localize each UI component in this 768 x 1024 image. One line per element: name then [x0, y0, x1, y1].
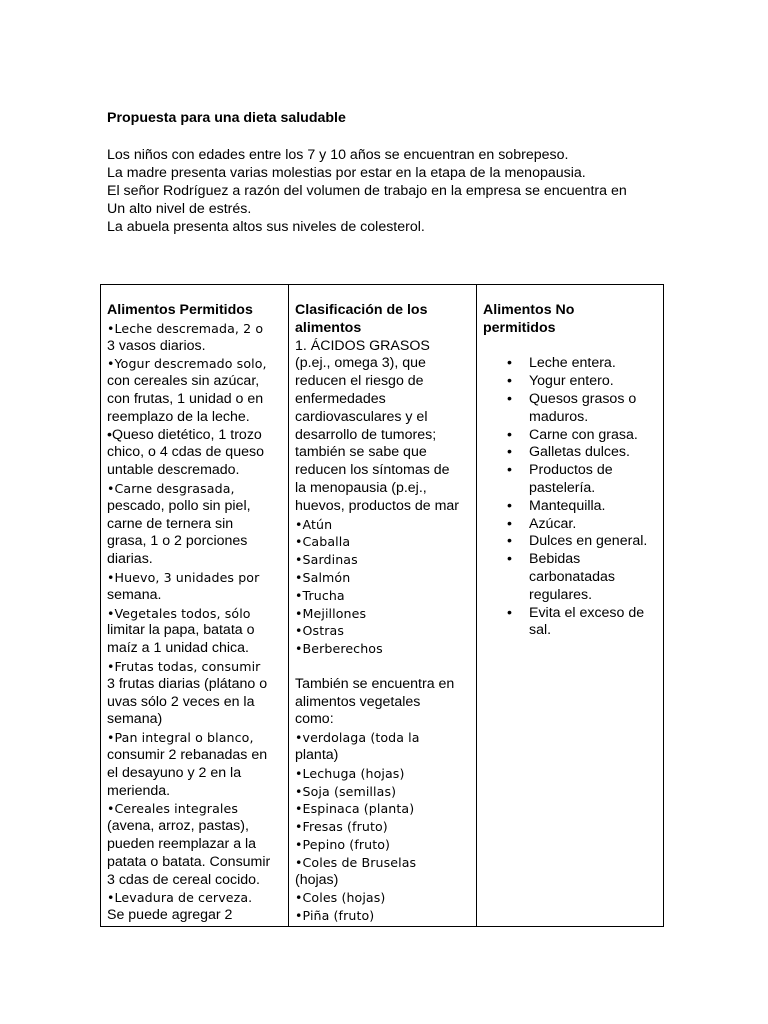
- header-line: alimentos: [295, 319, 362, 336]
- item-line: maduros.: [529, 408, 589, 425]
- cell-line: •Coles (hojas): [295, 890, 386, 906]
- cell-line: 3 vasos diarios.: [107, 337, 206, 354]
- cell-line: (hojas): [295, 871, 339, 888]
- bullet-icon: •: [507, 355, 512, 372]
- cell-line: semana): [107, 711, 163, 728]
- forbidden-food-item: [483, 605, 660, 641]
- forbidden-food-item: [483, 462, 660, 498]
- bullet-icon: •: [507, 604, 512, 621]
- cell-line: •Cereales integrales: [107, 801, 239, 817]
- bullet-icon: •: [507, 390, 512, 407]
- bullet-icon: •: [507, 444, 512, 461]
- forbidden-food-item: [483, 444, 660, 462]
- cell-line: pueden reemplazar a la: [107, 835, 257, 852]
- cell-line: maíz a 1 unidad chica.: [107, 640, 249, 657]
- cell-line: •Berberechos: [295, 641, 383, 657]
- forbidden-foods-list: [483, 355, 660, 640]
- forbidden-food-item: [483, 373, 660, 391]
- item-line: Leche entera.: [529, 355, 616, 372]
- intro-line: Un alto nivel de estrés.: [107, 201, 252, 217]
- item-line: Evita el exceso de: [529, 604, 645, 621]
- forbidden-food-item: [483, 427, 660, 445]
- cell-line: huevos, productos de mar: [295, 497, 460, 514]
- item-line: Yogur entero.: [529, 373, 614, 390]
- cell-line: untable descremado.: [107, 462, 240, 479]
- cell-line: •Frutas todas, consumir: [107, 658, 261, 674]
- cell-line: también se sabe que: [295, 444, 427, 461]
- cell-line: •verdolaga (toda la: [295, 730, 420, 746]
- intro-line: La madre presenta varias molestias por estar en la etapa de la menopausia.: [107, 165, 586, 181]
- cell-line: •Espinaca (planta): [295, 801, 415, 817]
- cell-line: •Salmón: [295, 569, 351, 585]
- item-line: regulares.: [529, 586, 593, 603]
- item-line: carbonatadas: [529, 568, 615, 585]
- header-line: permitidos: [483, 319, 556, 336]
- page-title: Propuesta para una dieta saludable: [107, 110, 346, 126]
- cell-line: 3 frutas diarias (plátano o: [107, 675, 268, 692]
- bullet-icon: •: [507, 533, 512, 550]
- cell-line: reducen el riesgo de: [295, 373, 424, 390]
- cell-line: cardiovasculares y el: [295, 408, 428, 425]
- item-line: pastelería.: [529, 479, 596, 496]
- cell-line: •Leche descremada, 2 o: [107, 320, 264, 336]
- cell-line: reemplazo de la leche.: [107, 408, 250, 425]
- cell-line: •Soja (semillas): [295, 783, 397, 799]
- cell-line: •Piña (fruto): [295, 908, 375, 924]
- cell-line: con frutas, 1 unidad o en: [107, 390, 264, 407]
- cell-line: •Fresas (fruto): [295, 819, 388, 835]
- cell-line: con cereales sin azúcar,: [107, 373, 260, 390]
- cell-line: •Caballa: [295, 534, 351, 550]
- cell-line: como:: [295, 711, 334, 728]
- cell-line: merienda.: [107, 782, 171, 799]
- cell-line: desarrollo de tumores;: [295, 426, 437, 443]
- header-line: Alimentos No: [483, 302, 575, 318]
- item-line: Productos de: [529, 462, 613, 479]
- cell-line: reducen los síntomas de: [295, 462, 450, 479]
- bullet-icon: •: [507, 551, 512, 568]
- cell-line: •Vegetales todos, sólo: [107, 605, 251, 621]
- cell-line: También se encuentra en: [295, 675, 455, 692]
- forbidden-food-item: [483, 533, 660, 551]
- forbidden-food-item: [483, 498, 660, 516]
- intro-line: El señor Rodríguez a razón del volumen de trabajo en la empresa se encuentra en: [107, 183, 627, 199]
- bullet-icon: •: [507, 373, 512, 390]
- cell-line: [295, 658, 474, 676]
- column-header-classification: [295, 302, 474, 338]
- cell-line: semana.: [107, 586, 162, 603]
- cell-line: la menopausia (p.ej.,: [295, 479, 427, 496]
- cell-line: •Lechuga (hojas): [295, 765, 405, 781]
- bullet-icon: •: [507, 497, 512, 514]
- cell-line: 3 cdas de cereal cocido.: [107, 871, 261, 888]
- column-forbidden-foods: [477, 285, 664, 926]
- cell-line: consumir 2 rebanadas en: [107, 746, 268, 763]
- cell-line: pescado, pollo sin piel,: [107, 497, 251, 514]
- cell-line: •Levadura de cerveza.: [107, 890, 253, 906]
- item-line: Carne con grasa.: [529, 426, 638, 443]
- cell-line: limitar la papa, batata o: [107, 622, 255, 639]
- item-line: Bebidas: [529, 551, 581, 568]
- item-line: sal.: [529, 622, 552, 639]
- cell-line: •Mejillones: [295, 605, 367, 621]
- intro-line: La abuela presenta altos sus niveles de colesterol.: [107, 219, 425, 235]
- item-line: Mantequilla.: [529, 497, 606, 514]
- cell-line: •Queso dietético, 1 trozo: [107, 426, 262, 443]
- cell-line: carne de ternera sin: [107, 515, 234, 532]
- column-header-forbidden: [483, 302, 660, 338]
- item-line: Azúcar.: [529, 515, 577, 532]
- cell-line: •Sardinas: [295, 552, 358, 568]
- forbidden-food-item: [483, 516, 660, 534]
- cell-line: planta): [295, 746, 339, 763]
- allowed-foods-list: [107, 320, 286, 925]
- header-line: Clasificación de los: [295, 302, 428, 318]
- cell-line: •Atún: [295, 516, 333, 532]
- cell-line: grasa, 1 o 2 porciones: [107, 533, 248, 550]
- cell-line: (avena, arroz, pastas),: [107, 818, 249, 835]
- cell-line: 1. ÁCIDOS GRASOS: [295, 337, 430, 354]
- item-line: Galletas dulces.: [529, 444, 630, 461]
- cell-line: alimentos vegetales: [295, 693, 421, 710]
- cell-line: •Huevo, 3 unidades por: [107, 569, 260, 585]
- cell-line: el desayuno y 2 en la: [107, 764, 242, 781]
- intro-line: Los niños con edades entre los 7 y 10 años se encuentran en sobrepeso.: [107, 147, 569, 163]
- forbidden-food-item: [483, 391, 660, 427]
- forbidden-food-item: [483, 551, 660, 604]
- cell-line: •Carne desgrasada,: [107, 480, 235, 496]
- column-classification: [289, 285, 477, 926]
- cell-line: •Yogur descremado solo,: [107, 356, 267, 372]
- cell-line: diarias.: [107, 551, 153, 568]
- forbidden-food-item: [483, 355, 660, 373]
- classification-list: [295, 338, 474, 925]
- cell-line: •Ostras: [295, 623, 344, 639]
- cell-line: patata o batata. Consumir: [107, 853, 271, 870]
- cell-line: •Pan integral o blanco,: [107, 730, 254, 746]
- cell-line: Se puede agregar 2: [107, 907, 233, 924]
- cell-line: chico, o 4 cdas de queso: [107, 444, 264, 461]
- cell-line: •Pepino (fruto): [295, 836, 391, 852]
- cell-line: •Coles de Bruselas: [295, 854, 417, 870]
- intro-paragraph: [107, 146, 687, 236]
- diet-table: [100, 284, 664, 927]
- cell-line: •Trucha: [295, 587, 345, 603]
- cell-line: enfermedades: [295, 390, 386, 407]
- column-allowed-foods: [101, 285, 289, 926]
- bullet-icon: •: [507, 515, 512, 532]
- item-line: Quesos grasos o: [529, 390, 637, 407]
- bullet-icon: •: [507, 462, 512, 479]
- cell-line: (p.ej., omega 3), que: [295, 355, 426, 372]
- column-header-allowed: Alimentos Permitidos: [107, 302, 253, 318]
- item-line: Dulces en general.: [529, 533, 648, 550]
- bullet-icon: •: [507, 426, 512, 443]
- cell-line: uvas sólo 2 veces en la: [107, 693, 255, 710]
